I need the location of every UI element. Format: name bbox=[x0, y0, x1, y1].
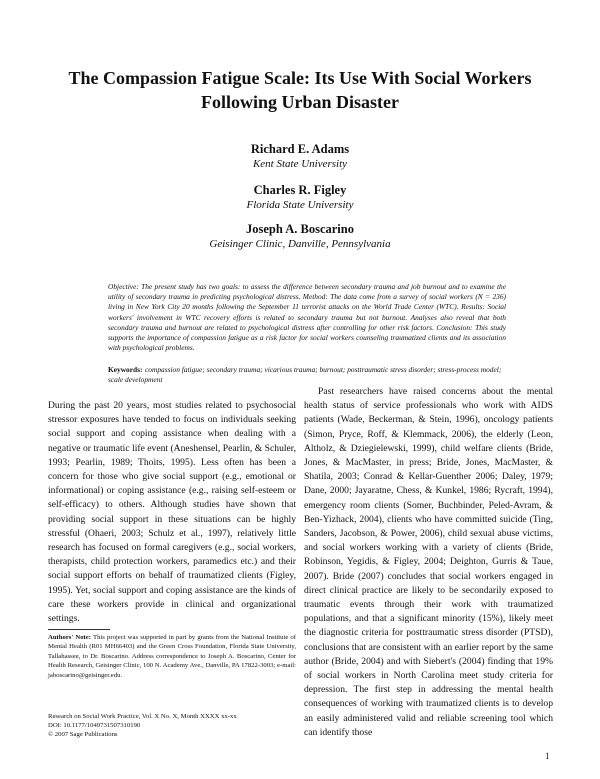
author-block bbox=[40, 221, 560, 251]
author-block bbox=[40, 141, 560, 171]
author-affiliation: Kent State University bbox=[252, 158, 348, 170]
body-paragraph: Past researchers have raised concerns about the mental health status of service professionals who work with AIDS patients (Wade, Beckerman, & Stein, 1996), oncology patients (Simon, Pryce, Roff, & Klemmack, 2006), the elderly (Leon, Altholz, & Dziegielewski, 1999), child welfare clients (Bride, Jones, & MacMaster, in press; Bride, Jones, MacMaster, & Shatila, 2003; Conrad & Kellar-Guenther 2006; Daley, 1979; Dane, 2000; Jayaratne, Chess, & Kunkel, 1986; Rycraft, 1994), emergency room clients (Somer, Buchbinder, Peled-Avram, & Ben-Yizhack, 2004), clients who have committed suicide (Ting, Sanders, Jacobson, & Power, 2006), child sexual abuse victims, and social workers working with a variety of clients (Bride, Robinson, Yegidis, & Figley, 2004; Deighton, Gurris & Taue, 2007). Bride (2007) concludes that social workers engaged in direct clinical practice are likely to be secondarily exposed to traumatic events through their work with traumatized populations, and that a significant minority (15%), likely meet the diagnostic criteria for posttraumatic stress disorder (PTSD), conclusions that are consistent with an earlier report by the same author (Bride, 2004) and with Siebert's (2004) finding that 19% of social workers in North Carolina meet study criteria for depression. The first step in addressing the mental health consequences of working with traumatized clients is to develop an easily administered valid and reliable screening tool which can identify those bbox=[304, 386, 553, 738]
author-name: Richard E. Adams bbox=[250, 142, 350, 156]
author-affiliation: Florida State University bbox=[246, 199, 354, 211]
keywords bbox=[108, 365, 506, 385]
body-paragraph: During the past 20 years, most studies related to psychosocial stressor exposures have tended to focus on individuals seeking social support and coping assistance when dealing with a negative or traumatic life event (Aneshensel, Pearlin, & Schuler, 1993; Pearlin, 1989; Thoits, 1995). Less often has been a concern for those who give social support (e.g., emotional or informational) or coping assistance (e.g., raising self-esteem or self-efficacy) to others. Although studies have shown that providing social support in these situations can be highly stressful (Ohaeri, 2003; Schulz et al., 1997), relatively little research has focused on formal caregivers (e.g., social workers, therapists, child protection workers, paramedics etc.) and their social support efforts on behalf of traumatized clients (Figley, 1995). Yet, social support and coping assistance are the kinds of care these workers provide in clinical and organizational settings. bbox=[48, 400, 296, 625]
abstract: Objective: The present study has two goals: to assess the difference between secondary trauma and job burnout and to examine the utility of secondary trauma in predicting psychological distress. Method: The data come from a survey of social workers (N = 236) living in New York City 20 months following the September 11 terrorist attacks on the World Trade Center (WTC). Results: Social workers' involvement in WTC recovery efforts is related to secondary trauma but not burnout. Analyses also reveal that both secondary trauma and burnout are related to psychological distress after controlling for other risk factors. Conclusion: This study supports the importance of compassion fatigue as a risk factor for social workers counseling traumatized clients and its association with psychological problems. bbox=[108, 282, 506, 353]
authors-note-label: Authors' Note: bbox=[48, 634, 91, 641]
doi: DOI: 10.1177/1049731507310190 bbox=[48, 722, 141, 730]
body-column-right bbox=[304, 385, 553, 740]
keywords-label: Keywords: bbox=[108, 365, 143, 374]
authors-note-text: This project was supported in part by grants from the National Institute of Mental Health (R01 MH66403) and the Green Cross Foundation, Florida State University, Tallahassee, to Dr. Boscarino. Address correspondence to Joseph A. Boscarino, Center for Health Research, Geisinger Clinic, 100 N. Academy Ave., Danville, PA 17822-3003; e-mail: jaboscarino@geisinger.edu. bbox=[48, 634, 296, 679]
copyright: © 2007 Sage Publications bbox=[48, 731, 118, 739]
author-name: Charles R. Figley bbox=[253, 183, 347, 197]
journal-line: Research on Social Work Practice, Vol. X No. X, Month XXXX xx-xx bbox=[48, 713, 237, 720]
author-name: Joseph A. Boscarino bbox=[245, 222, 354, 236]
footnote-rule bbox=[48, 629, 110, 630]
keywords-text: compassion fatigue; secondary trauma; vicarious trauma; burnout; posttraumatic stress disorder; stress-process model; scale development bbox=[108, 365, 502, 385]
author-affiliation: Geisinger Clinic, Danville, Pennsylvania bbox=[209, 238, 391, 250]
body-column-left bbox=[48, 399, 296, 626]
author-block bbox=[40, 182, 560, 212]
authors-note bbox=[48, 633, 296, 680]
page-number: 1 bbox=[545, 751, 550, 761]
publication-info bbox=[48, 712, 296, 740]
paper-title: The Compassion Fatigue Scale: Its Use With Social Workers Following Urban Disaster bbox=[68, 68, 532, 112]
